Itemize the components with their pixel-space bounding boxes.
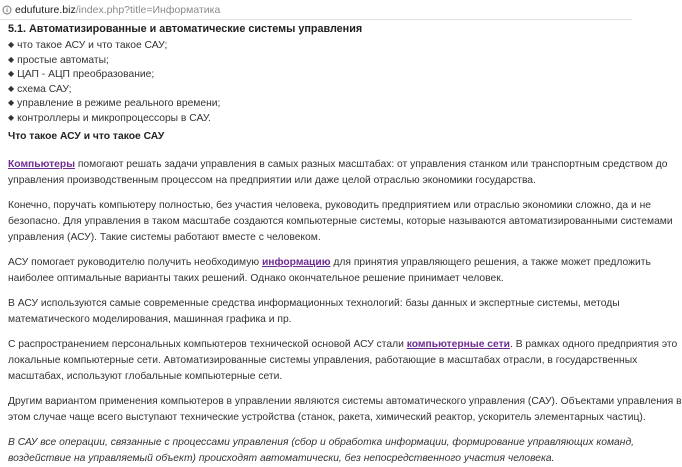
- list-item-text: простые автоматы;: [17, 54, 109, 66]
- paragraph-text: . В рамках одного предприятия это: [509, 338, 678, 350]
- paragraph-text: безопасно. Для управления в таком масштабе создаются компьютерные системы, которые называются автоматизированными системами: [8, 215, 673, 227]
- paragraph-4: [8, 296, 648, 328]
- paragraph-1: [8, 157, 668, 189]
- paragraph-text: С распространением персональных компьютеров технической основой АСУ стали: [8, 338, 407, 350]
- topics-list: [8, 38, 648, 126]
- address-bar[interactable]: [0, 0, 632, 20]
- paragraph-text: В АСУ используются самые современные средства информационных технологий: базы данных и экспертные системы, методы: [8, 297, 620, 309]
- paragraph-text: АСУ помогает руководителю получить необходимую: [8, 256, 262, 268]
- diamond-bullet-icon: ◆: [8, 69, 15, 79]
- list-item-text: схема САУ;: [17, 83, 72, 95]
- paragraph-text: управления производственным процессом на предприятии или даже целой отраслью экономики государства.: [8, 174, 536, 186]
- subheading: Что такое АСУ и что такое САУ: [8, 130, 165, 142]
- paragraph-text: наиболее оптимальные варианты таких решений. Однако окончательное решение принимает человек.: [8, 272, 504, 284]
- list-item: [8, 38, 648, 53]
- paragraph-6: [8, 394, 682, 426]
- link-information[interactable]: информацию: [261, 256, 331, 268]
- list-item-text: контроллеры и микропроцессоры в САУ.: [17, 112, 211, 124]
- paragraph-text: управления (АСУ). Такие системы работают вместе с человеком.: [8, 231, 321, 243]
- paragraph-text: математического моделирования, машинная графика и пр.: [8, 313, 292, 325]
- paragraph-3: [8, 255, 651, 287]
- paragraph-text: помогают решать задачи управления в самых разных масштабах: от управления станком или транспортным средством до: [75, 158, 668, 170]
- paragraph-text: для принятия управляющего решения, а также может предложить: [330, 256, 651, 268]
- section-title: 5.1. Автоматизированные и автоматические системы управления: [8, 23, 363, 35]
- list-item: [8, 96, 648, 111]
- diamond-bullet-icon: ◆: [8, 40, 15, 49]
- paragraph-2: [8, 198, 673, 246]
- paragraph-text: масштабах, используют глобальные компьютерные сети.: [8, 370, 283, 382]
- list-item-text: управление в режиме реального времени;: [17, 98, 221, 110]
- paragraph-5: [8, 337, 678, 385]
- paragraph-text: этом случае чаще всего выступают технические устройства (станок, ракета, химический реактор, ускоритель элементарных частиц).: [8, 411, 646, 423]
- diamond-bullet-icon: ◆: [8, 54, 15, 64]
- link-computers[interactable]: Компьютеры: [8, 158, 75, 170]
- url-path[interactable]: /index.php?title=Информатика: [75, 3, 221, 16]
- url-host[interactable]: edufuture.biz: [15, 3, 76, 16]
- list-item: [8, 111, 648, 126]
- paragraph-text: локальные компьютерные сети. Автоматизированные системы управления, работающие в масштабах отрасли, в государственных: [8, 354, 638, 366]
- list-item-text: ЦАП - АЦП преобразование;: [17, 69, 155, 81]
- list-item: [8, 53, 648, 68]
- link-computer-networks[interactable]: компьютерные сети: [406, 338, 510, 350]
- list-item: [8, 67, 648, 82]
- list-item: [8, 82, 648, 97]
- diamond-bullet-icon: ◆: [8, 83, 15, 93]
- paragraph-text: воздействие на управляемый объект) происходят автоматически, без непосредственного участия человека.: [8, 452, 555, 464]
- diamond-bullet-icon: ◆: [8, 112, 15, 122]
- paragraph-7: [8, 435, 648, 467]
- paragraph-text: В САУ все операции, связанные с процессами управления (сбор и обработка информации, формирование управляющих команд,: [8, 436, 634, 448]
- page-info-icon[interactable]: [2, 5, 12, 15]
- list-item-text: что такое АСУ и что такое САУ;: [17, 40, 168, 51]
- paragraph-text: Другим вариантом применения компьютеров в управлении являются системы автоматического управления (САУ). Объектами управления в: [8, 395, 682, 407]
- diamond-bullet-icon: ◆: [8, 98, 15, 108]
- paragraph-text: Конечно, поручать компьютеру полностью, без участия человека, руководить предприятием или отраслью экономики сложно, да и не: [8, 199, 652, 211]
- article-content: [8, 20, 682, 467]
